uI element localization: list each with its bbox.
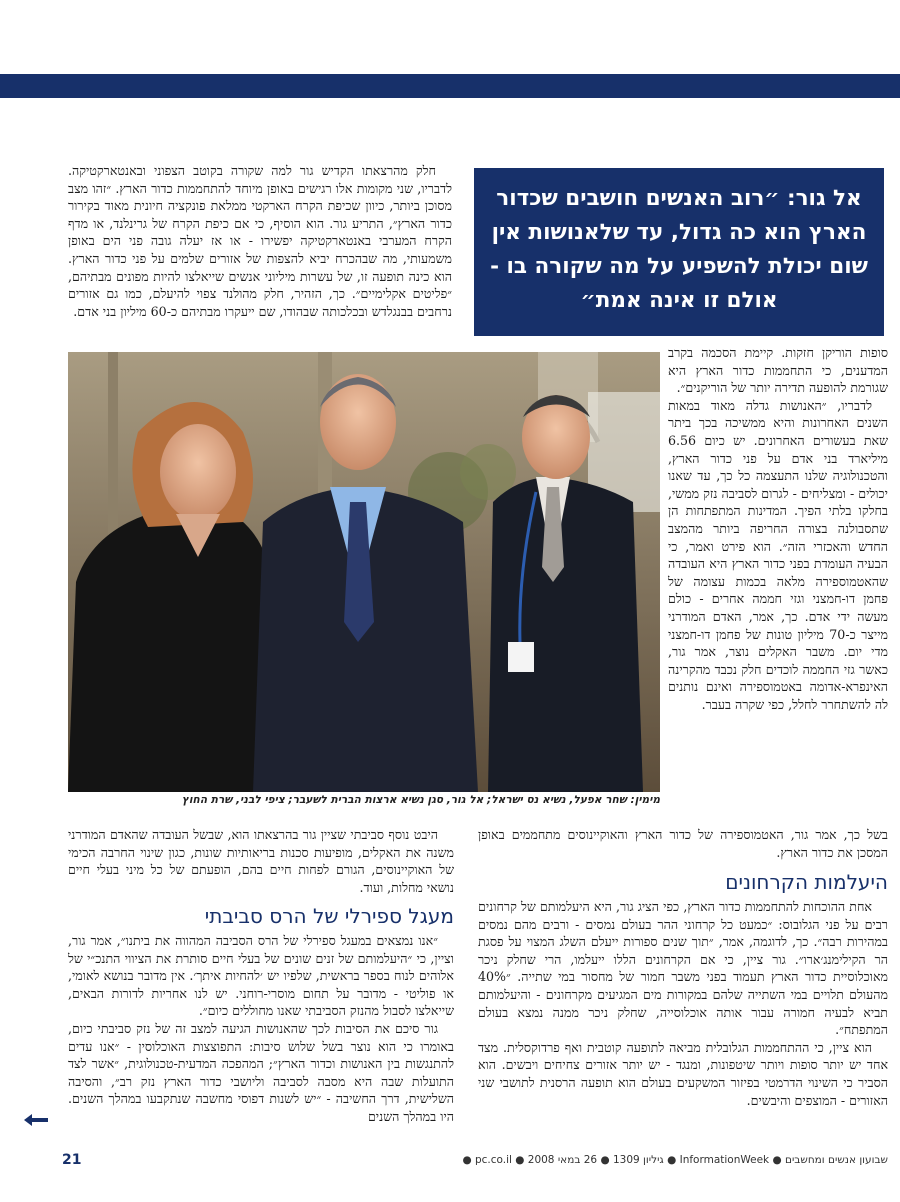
photo-illustration: [68, 352, 660, 792]
pull-quote: אל גור: ״רוב האנשים חושבים שכדור הארץ הוא כה גדול, עד שלאנושות אין שום יכולת להשפיע על מה שקורה בו - אולם זו אינה אמת״: [474, 168, 884, 336]
footer-publication-line: שבועון אנשים ומחשבים ● InformationWeek ● גיליון 1309 ● 26 במאי 2008 ● pc.co.il ●: [462, 1154, 888, 1166]
article-column-bottom-right-2: [478, 898, 888, 1109]
article-column-top-left: [68, 162, 452, 320]
paragraph: הוא ציין, כי ההתחממות הגלובלית מביאה לתופעה קוטבית ואף פרדוקסלית. מצד אחד יש יותר סופות ויותר שיטפונות, ומנגד - יש יותר אזורים צחיחים ויבשים. הוא הסביר כי השינוי הדרמטי בפיזור המשקעים בעולם הוא תופעה הרסנית לתושבי שני האזורים - המוצפים והיבשים.: [478, 1039, 888, 1108]
paragraph: היבט נוסף סביבתי שציין גור בהרצאתו הוא, שבשל העובדה שהאדם המודרני משנה את האקלים, מופיעות סכנות בריאותיות שונות, כגון שינוי החרבה הכימי של האוקיינוסים, הגורם לפחות חיים בהם, הופעתם של כל מיני בעלי חיים נושאי מחלות, ועוד.: [68, 827, 454, 895]
top-color-band: [0, 74, 900, 98]
continue-arrow-icon: [24, 1114, 48, 1126]
section-heading-glaciers: היעלמות הקרחונים: [725, 870, 888, 894]
photo-caption: מימין: שחר אפעל, נשיא נס ישראל; אל גור, סגן נשיא ארצות הברית לשעבר; ציפי לבני, שרת החוץ: [181, 794, 660, 806]
section-heading-spiral: מעגל ספירלי של הרס סביבתי: [204, 904, 454, 928]
paragraph: לדבריו, ״האנושות גדלה מאוד במאות השנים האחרונות והיא ממשיכה בכך ביתר שאת בעשורים האחרונים. יש כיום 6.56 מיליארד בני אדם על פני כדור הארץ, והטכנולוגיה שלנו התעצמה כל כך, עד שאנו יכולים - ומצליחים - לגרום לסביבה נזק ממשי, בחלקו בלתי הפיך. המדינות המתפתחות הן שתסבולנה בצורה החריפה ביותר מהמצב החדש והאכזרי הזה״. הוא פירט ואמר, כי הבעיה העומדת בפני כדור הארץ היא העובדה שהאטמוספירה מלאה בכמות עצומה של פחמן דו-חמצני וגזי חממה אחרים - כולם מעשה ידי אדם. כך, אמר, האדם המודרני מייצר כ-70 מיליון טונות של פחמן דו-חמצני מדי יום. משבר האקלים נוצר, אמר גור, כאשר גזי החממה לוכדים חלק נכבד מהקרינה האינפרא-אדומה באטמוספירה ואינם נותנים לה להשתחרר לחלל, כפי שקרה בעבר.: [668, 397, 888, 712]
article-column-bottom-left-2: [68, 932, 454, 1126]
page-number: 21: [62, 1152, 82, 1168]
paragraph: סופות הוריקן חזקות. קיימת הסכמה בקרב המדענים, כי התחממות כדור הארץ היא שגורמת להופעה תדירה יותר של הוריקנים״.: [668, 345, 888, 396]
paragraph: אחת ההוכחות להתחממות כדור הארץ, כפי הציג גור, היא היעלמותם של קרחונים רבים על פני הגלובוס: ״כמעט כל קרחוני ההר בעולם נמסים - ורבים מהם נמסים במהירות רבה״. כך, לדוגמה, אמר, ״תוך שנים ספורות ייעלם השלג המצוי על פסגת הר הקילימנג׳ארו״. גור ציין, כי אם הקרחונים הללו ייעלמו, הרי שחלק ניכר מאוכלוסיית כדור הארץ תעמוד בפני משבר חמור של מחסור במי שתייה. ״40% מהעולם תלויים במי השתייה שלהם במקורות מים המגיעים מקרחונים - והיעלמותם תביא לבעיה חמורה עבור אותה אוכלוסייה, שחלק ניכר ממנה נמצא בעולם המתפתח״.: [478, 899, 888, 1038]
paragraph: גור סיכם את הסיבות לכך שהאנושות הגיעה למצב זה של נזק סביבתי כיום, באומרו כי הוא נוצר בשל שלוש סיבות: התפוצצות האוכלוסין - ״אנו עדים להתנגשות בין האנושות וכדור הארץ״; המהפכה המדעית-טכנולוגית, ״אשר לצד התועלות שבה היא מסבה לסביבה וליושבי כדור הארץ נזק רב״, והסיבה השלישית, דרך החשיבה - ״יש לשנות דפוסי מחשבה שנתקבעו במהלך השנים. היו במהלך השנים: [68, 1020, 454, 1124]
article-column-bottom-left: [68, 826, 454, 896]
paragraph: חלק מהרצאתו הקדיש גור למה שקורה בקוטב הצפוני ובאנטארקטיקה. לדבריו, שני מקומות אלו רגישים באופן מיוחד להתחממות כדור הארץ. ״זהו מצב מסוכן ביותר, כיוון שכיפת הקרח הארקטי ממלאת פונקציה חיונית מאוד בקירור כדור הארץ״, התריע גור. הוא הוסיף, כי אם כיפת הקרח של גרינלנד, או מדף הקרח המערבי באנטארקטיקה יפשירו - או אז יעלה גובה פני הים באופן משמעותי, מה שבהכרח יביא להצפות של אזורים שלמים על פני כדור הארץ. הוא כינה תופעה זו, של עשרות מיליוני אנשים שייאלצו להיות מפונים מבתיהם, ״פליטים אקלימיים״. כך, הזהיר, חלק מהולנד צפוי להיעלם, כמו גם אזורים נרחבים בבנגלדש ובכלכותה שבהודו, שם ייעקרו מבתיהם כ-60 מיליון בני אדם.: [68, 163, 452, 319]
paragraph: בשל כך, אמר גור, האטמוספירה של כדור הארץ והאוקיינוסים מתחממים באופן המסכן את כדור הארץ.: [478, 827, 888, 860]
article-column-right: [668, 344, 888, 713]
event-photo: [68, 352, 660, 792]
page-footer: [62, 1154, 888, 1174]
paragraph: ״אנו נמצאים במעגל ספירלי של הרס הסביבה המהווה את ביתנו״, אמר גור, וציין, כי ״היעלמותם של זנים שונים של בעלי חיים סותרת את הציווי התנכ״י של אלוהים לנוח בספר בראשית, שלפיו יש ׳להחיות איתך׳. אין מדובר בנושא לאומי, או פוליטי - מדובר על תחום מוסרי-רוחני. יש לנו אחריות לדורות הבאים, שייאלצו לסבול מהנזק הסביבתי שאנו מחוללים כיום״.: [68, 933, 454, 1019]
article-column-bottom-right: [478, 826, 888, 861]
